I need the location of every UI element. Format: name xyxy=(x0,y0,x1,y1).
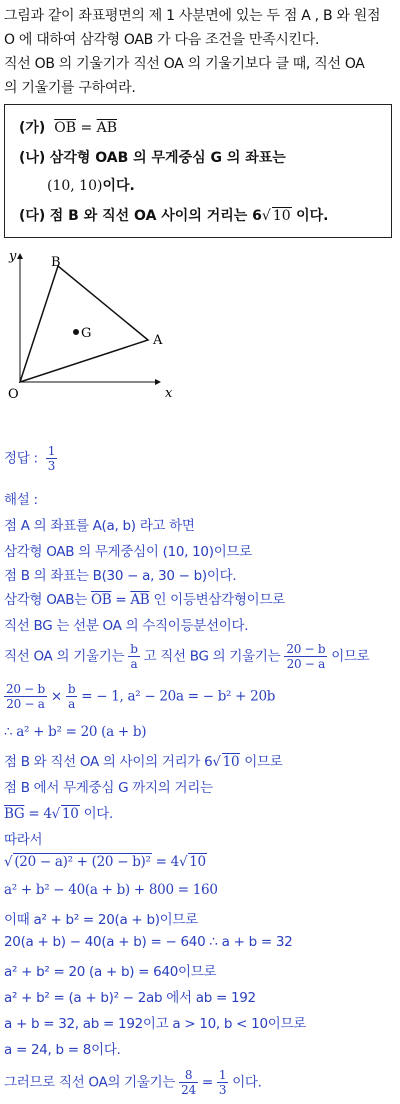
condition-na xyxy=(19,147,286,167)
fraction: $\frac{1}{3}$ xyxy=(218,1068,227,1097)
radicand: 10 xyxy=(272,208,291,224)
segment-ab: $\overline{AB}$ xyxy=(96,120,118,136)
solution-line: 직선 OA 의 기울기는 $\frac{b}{a}$ 고 직선 BG 의 기울기는 $\frac{20 - b}{20 - a}$ 이므로 xyxy=(4,642,370,671)
equals-sign: = xyxy=(80,120,93,136)
solution-line: √ (20 − a)² + (20 − b)² = 4√ 10 xyxy=(4,854,206,870)
centroid-coordinate: (10, 10) xyxy=(47,178,103,194)
condition-ga xyxy=(19,117,117,137)
radicand: 10 xyxy=(222,754,240,770)
problem-line: 의 기울기를 구하여라. xyxy=(4,80,136,96)
fraction: $\frac{8}{24}$ xyxy=(181,1068,196,1097)
centroid-point xyxy=(73,329,79,335)
origin-label: O xyxy=(8,387,19,402)
y-axis-label: y xyxy=(9,249,17,264)
radicand: 10 xyxy=(61,806,79,822)
condition-label: (나) xyxy=(19,150,46,166)
problem-line: O 에 대하여 삼각형 OAB 가 다음 조건을 만족시킨다. xyxy=(4,32,320,48)
point-b-label: B xyxy=(51,255,61,270)
solution-line: a + b = 32, ab = 192이고 a > 10, b < 10이므로 xyxy=(4,1016,306,1032)
segment-ob: $\overline{OB}$ xyxy=(90,592,112,608)
triangle-oab xyxy=(20,266,148,382)
solution-line: $\overline{BG} = 4√$ 10 이다. xyxy=(4,806,114,822)
solution-line: ∴ a² + b² = 20 (a + b) xyxy=(4,724,147,740)
solution-line: 삼각형 OAB 의 무게중심이 (10, 10)이므로 xyxy=(4,544,252,560)
fraction: $\frac{20 - b}{20 - a}$ xyxy=(6,682,45,711)
radicand: 10 xyxy=(189,854,206,870)
triangle-figure xyxy=(0,240,200,410)
condition-da: (다) 점 B 와 직선 OA 사이의 거리는 6√ 10 이다. xyxy=(19,208,329,224)
condition-text: 이다. xyxy=(296,208,329,224)
solution-line: 20(a + b) − 40(a + b) = − 640 ∴ a + b = 32 xyxy=(4,934,293,950)
x-axis-label: x xyxy=(165,386,173,401)
solution-line: 직선 BG 는 선분 OA 의 수직이등분선이다. xyxy=(4,618,249,634)
problem-line: 직선 OB 의 기울기가 직선 OA 의 기울기보다 클 때, 직선 OA xyxy=(4,56,365,72)
solution-line: 그러므로 직선 OA의 기울기는 $\frac{8}{24}$ = $\frac{1}{3}$ 이다. xyxy=(4,1068,262,1097)
solution-line: 점 B 와 직선 OA 의 사이의 거리가 6√ 10 이므로 xyxy=(4,754,283,770)
condition-text: 삼각형 OAB 의 무게중심 G 의 좌표는 xyxy=(49,150,286,166)
conditions-box xyxy=(4,104,392,238)
answer-label: 정답 : xyxy=(4,450,38,467)
point-a-label: A xyxy=(153,333,163,348)
solution-line: 점 B 의 좌표는 B(30 − a, 30 − b)이다. xyxy=(4,568,237,584)
condition-label: (다) xyxy=(19,208,46,224)
solution-line: 점 B 에서 무게중심 G 까지의 거리는 xyxy=(4,780,213,796)
segment-ob: $\overline{OB}$ xyxy=(54,120,76,136)
solution-line: a = 24, b = 8이다. xyxy=(4,1042,121,1058)
condition-text: 이다. xyxy=(102,178,135,194)
segment-ab: $\overline{AB}$ xyxy=(130,592,150,608)
solution-line: 따라서 xyxy=(4,832,43,848)
solution-line: a² + b² = (a + b)² − 2ab 에서 ab = 192 xyxy=(4,990,256,1006)
condition-label: (가) xyxy=(19,120,46,136)
solution-line: $\frac{20 - b}{20 - a}$ × $\frac{b}{a}$ = − 1, a² − 20a = − b² + 20b xyxy=(6,682,276,711)
solution-line: a² + b² − 40(a + b) + 800 = 160 xyxy=(4,882,218,898)
problem-line: 그림과 같이 좌표평면의 제 1 사분면에 있는 두 점 A , B 와 원점 xyxy=(4,8,381,24)
solution-line: 이때 a² + b² = 20(a + b)이므로 xyxy=(4,912,198,928)
solution-line: 삼각형 OAB는 $\overline{OB} = \overline{AB}$ 인 이등변삼각형이므로 xyxy=(4,592,285,608)
segment-bg: $\overline{BG}$ xyxy=(4,806,25,822)
condition-na-coord xyxy=(47,175,135,195)
slope-oa-fraction: $\frac{b}{a}$ xyxy=(130,642,138,671)
explain-label: 해설 : xyxy=(4,492,38,508)
solution-line: 점 A 의 좌표를 A(a, b) 라고 하면 xyxy=(4,518,195,534)
condition-text: 점 B 와 직선 OA 사이의 거리는 6 xyxy=(49,208,262,224)
fraction: $\frac{b}{a}$ xyxy=(67,682,76,711)
point-g-label: G xyxy=(81,326,92,341)
radicand: (20 − a)² + (20 − b)² xyxy=(14,854,151,870)
answer-fraction: $\frac{1}{3}$ xyxy=(47,444,56,473)
answer-row xyxy=(4,444,57,473)
solution-line: a² + b² = 20 (a + b) = 640이므로 xyxy=(4,964,217,980)
slope-bg-fraction: $\frac{20 - b}{20 - a}$ xyxy=(286,642,326,671)
problem-statement xyxy=(4,4,396,100)
